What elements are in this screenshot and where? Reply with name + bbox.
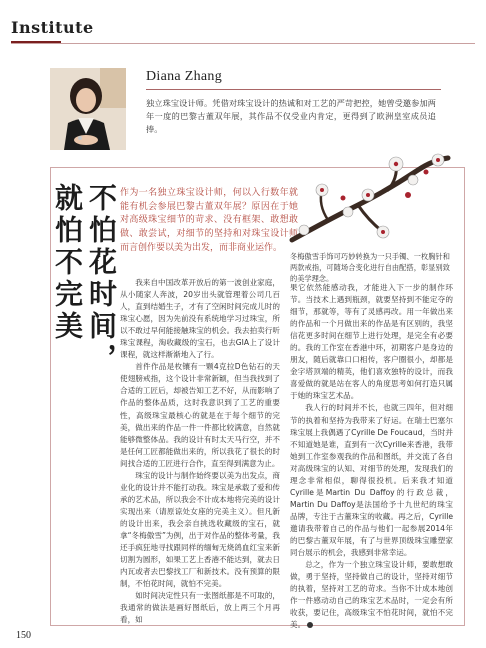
article-lead: 作为一名独立珠宝设计师，何以入行数年就能有机会参展巴黎古董双年展？原因在于她对高级珠宝细节的苛求、没有框架、敢想敢做、敢尝试，对细节的坚持和对珠宝设计师而言创作要以美为出发，而非商业运作。 (120, 188, 298, 253)
article-column-left (120, 277, 280, 626)
designer-name: Diana Zhang (146, 69, 222, 84)
paragraph: 如时间决定性只有一张图纸都是不可取的，我通常的做法是画好图纸后，放上两三个月再看，如 (120, 591, 280, 625)
name-rule (146, 89, 441, 90)
page-number: 150 (16, 630, 31, 641)
article-title-line-1: 不怕花时间， (85, 183, 118, 375)
jewelry-illustration (288, 150, 453, 245)
final-paragraph-text: 总之，作为一个独立珠宝设计师，要敢想敢做，勇于坚持，坚持做自己的设计，坚持对细节的执着，坚持对工艺的苛求。当你不计成本地创作一件感动动自己的珠宝艺术品时，一定会有所收获，要记住，高级珠宝不怕花时间，就怕不完美。 (290, 560, 453, 630)
section-title: Institute (11, 18, 94, 37)
header-rule (11, 43, 475, 44)
end-mark-icon (307, 622, 313, 628)
portrait-illustration (50, 68, 126, 150)
article-title (51, 183, 118, 503)
designer-portrait (50, 68, 126, 150)
article-title-line-2: 就怕不完美 (51, 183, 84, 343)
paragraph: 我人行的时间并不长，也就三四年，但对细节的执着和坚持为我带来了好运。在瑞士巴塞尔珠宝展上我偶遇了Cyrille De Foucaud，当时并不知道她是谁，直到有一次Cyrille来香港，我带她到工作室参观我的作品和图纸，并交流了各自对高级珠宝的认知、对细节的处理，发现我们的理念非常相似，聊得很投机。后来我才知道Cyrille是Martin Du Daffoy的行政总裁，Martin Du Daffoy是法国给予十九世纪的珠宝品牌，专注于古董珠宝的收藏。再之后，Cyrille邀请我带着自己的作品与他们一起参展2014年的巴黎古董双年展，有了与世界顶级珠宝雕塑家同台展示的机会，我感到非常幸运。 (290, 403, 453, 558)
image-caption: 冬梅傲雪手饰可巧妙转换为一只手镯、一枚胸针和两款戒指，可随场合变化进行自由配搭，彰显别致的美学理念。 (290, 252, 450, 283)
article-column-right (290, 282, 453, 631)
paragraph: 珠宝的设计与制作始终要以美为出发点，商业化的设计并不能打动我。珠宝是承载了爱和传承的艺术品，所以我会不计成本地将完美的设计实现出来（请原谅处女座的完美主义）。但凡新的设计出来，我会亲自挑选收藏级的宝石，就拿“冬梅傲雪”为例，出于对作品的整体考量，我还手疯狂地寻找跟同样的缅甸无烧鸽血红宝来新切割为圆形，如果工艺上香港不能达到，就去日内瓦或者去巴黎找工厂和新技术。没有预算的限制，不怕花时间，就怕不完美。 (120, 470, 280, 589)
plum-blossom-jewelry-image (288, 150, 453, 245)
paragraph: 果它依然能感动我，才能进入下一步的制作环节。当技术上遇到瓶颈，就要坚持到不能定夺的细节，那就等，等有了灵感再改。用一年做出来的作品和一个月做出来的作品是有区别的，我坚信花更多时间在细节上进行处理，是完全有必要的。我的工作室在香港中环，初期客户是身边的朋友，随后就靠口口相传，客户圈很小，却都是金字塔顶端的精英，他们喜欢独特的设计，而我喜爱做的就是站在客人的角度思考如何打造只属于她的珠宝艺术品。 (290, 283, 453, 401)
paragraph: 首件作品是枚镶有一颗4克拉D色钻石的天使翅膀戒指，这个设计非常新颖，但当我找到了合适的工匠后，却被告知工艺不好，从而影响了作品的整体品质，这时我意识到了工艺的重要性，高级珠宝最核心的就是在于每个细节的完美，做出来的作品一件一件都比较满意，自然就能够微整体品。我的设计有时太天马行空，并不是任何工匠都能做出来的，所以我花了很长的时间找合适的工匠进行合作，直至得到满意为止。 (120, 362, 280, 468)
paragraph: 我来自中国改革开放后的第一波创业家庭，从小随家人奔波，20岁出头就管理着公司几百人，直到结婚生子，才有了空闲时间完成儿时的珠宝心愿，因为先前没有系统地学习过珠宝，所以不敢过早何能接触珠宝的机会。我去拍卖行听珠宝课程，淘收藏级的宝石，也去GIA上了设计课程，就这样渐渐地入了行。 (120, 278, 280, 360)
designer-bio: 独立珠宝设计师。凭借对珠宝设计的热诚和对工艺的严苛把控，她曾受邀参加两年一度的巴黎古董双年展，其作品不仅受业内肯定，更得到了欧洲皇室成员追捧。 (146, 98, 436, 134)
paragraph-final (290, 559, 453, 631)
